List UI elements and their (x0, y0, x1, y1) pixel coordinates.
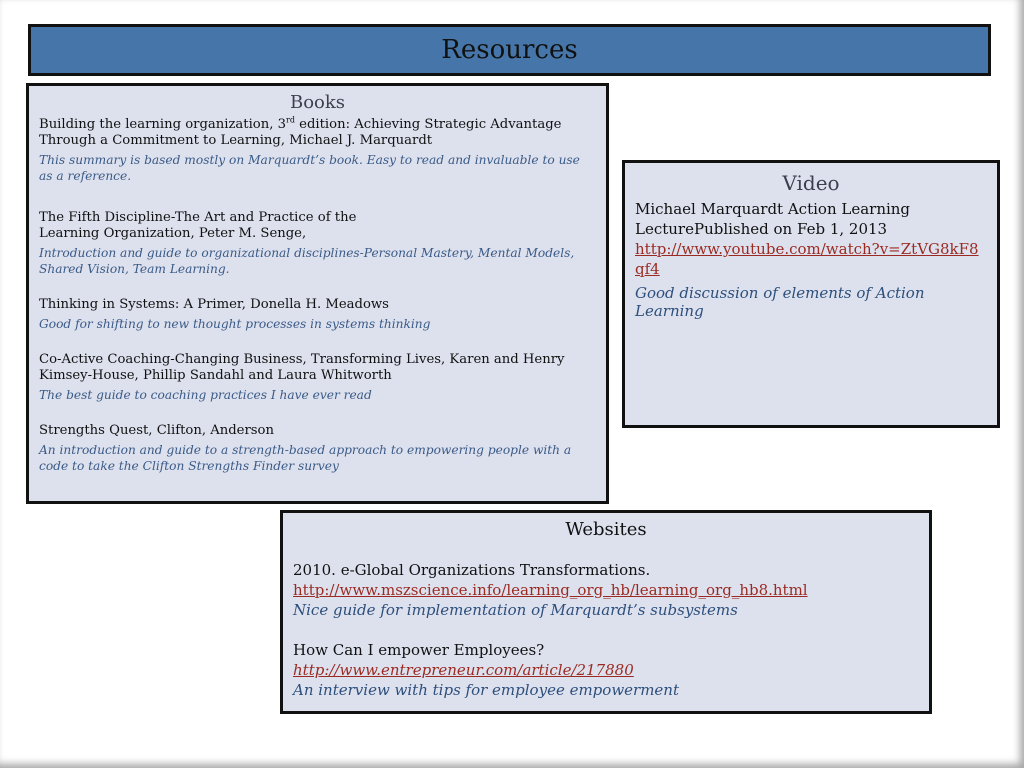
book-title: Strengths Quest, Clifton, Anderson (39, 423, 274, 438)
books-box (26, 83, 609, 504)
book-note: This summary is based mostly on Marquardt’s book. Easy to read and invaluable to use as a reference. (39, 153, 580, 183)
book-entry (39, 348, 596, 403)
website-note: An interview with tips for employee empowerment (293, 681, 679, 699)
book-title (39, 117, 596, 149)
book-entry (39, 293, 596, 332)
book-note: Good for shifting to new thought processes in systems thinking (39, 317, 431, 331)
book-title-part: edition: Achieving Strategic Advantage Through a Commitment to Learning, Michael J. Marquardt (39, 117, 562, 148)
website-link[interactable]: http://www.entrepreneur.com/article/217880 (293, 661, 634, 679)
book-note: The best guide to coaching practices I have ever read (39, 388, 372, 402)
book-note: An introduction and guide to a strength-based approach to empowering people with a code to take the Clifton Strengths Finder survey (39, 443, 572, 473)
book-entry (39, 200, 596, 277)
video-heading: Video (782, 171, 840, 195)
website-note: Nice guide for implementation of Marquardt’s subsystems (293, 601, 738, 619)
website-entry (293, 640, 919, 700)
book-entry (39, 117, 596, 184)
book-title: Thinking in Systems: A Primer, Donella H. Meadows (39, 297, 389, 312)
website-entry (293, 560, 919, 620)
video-note: Good discussion of elements of Action Learning (635, 284, 925, 320)
book-entry (39, 419, 596, 474)
websites-box (280, 510, 932, 714)
website-link[interactable]: http://www.mszscience.info/learning_org_hb/learning_org_hb8.html (293, 581, 808, 599)
video-link[interactable]: http://www.youtube.com/watch?v=ZtVG8kF8qf4 (635, 240, 979, 278)
website-title: How Can I empower Employees? (293, 641, 545, 659)
book-title-part: Building the learning organization, 3 (39, 117, 287, 132)
video-published: LecturePublished on Feb 1, 2013 (635, 220, 888, 238)
website-title: 2010. e-Global Organizations Transformations. (293, 561, 651, 579)
websites-heading: Websites (565, 519, 647, 540)
book-title: Co-Active Coaching-Changing Business, Transforming Lives, Karen and Henry Kimsey-House, Phillip Sandahl and Laura Whitworth (39, 352, 565, 383)
books-heading: Books (289, 92, 346, 113)
video-box (622, 160, 1000, 428)
title-bar (28, 24, 991, 76)
slide-title: Resources (441, 35, 578, 65)
book-title: The Fifth Discipline-The Art and Practice of the Learning Organization, Peter M. Senge, (39, 210, 357, 241)
book-note: Introduction and guide to organizational disciplines-Personal Mastery, Mental Models, Shared Vision, Team Learning. (39, 246, 575, 276)
book-title-superscript: rd (286, 115, 295, 125)
video-title: Michael Marquardt Action Learning (635, 200, 911, 218)
